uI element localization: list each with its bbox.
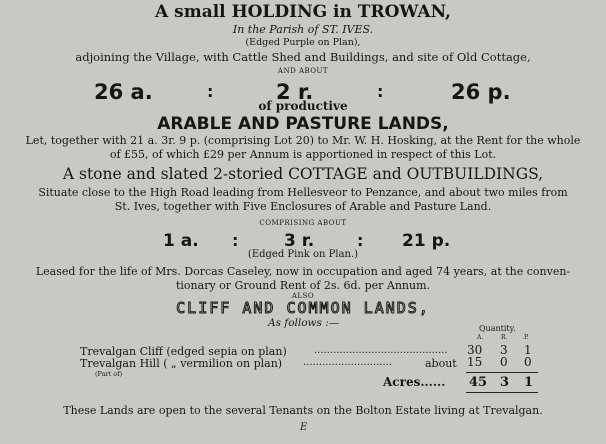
total-perches: 1 [524,375,534,390]
land-name: Trevalgan Cliff (edged sepia on plan) [80,345,287,358]
comprising-about-label: COMPRISING ABOUT [259,219,347,227]
parish-line: In the Parish of ST. IVES. [232,23,374,36]
situate-line-1: Situate close to the High Road leading from Hellesveor to Penzance, and about two miles from [38,186,568,199]
dot-leader: ............................ [303,357,393,368]
column-perches-header: P. [524,334,529,341]
quantity-header: Quantity. [479,324,516,333]
cliff-heading: CLIFF AND COMMON LANDS, [176,299,430,317]
let-line-2: of £55, of which £29 per Annum is apportioned in respect of this Lot. [109,148,497,161]
total-label: Acres...... [383,375,446,389]
holding-acres: 26 a. [94,80,153,104]
of-productive-label: of productive [258,99,348,113]
land-acres: 15 [467,355,483,369]
land-type-heading: ARABLE AND PASTURE LANDS, [157,114,449,134]
holding-roods: 2 r. [276,80,314,104]
land-acres: 30 [467,343,483,357]
land-roods: 3 [500,343,508,357]
cottage-title: A stone and slated 2-storied COTTAGE and OUTBUILDINGS, [62,165,544,183]
also-label: ALSO [291,292,315,300]
and-about-label: AND ABOUT [277,67,329,75]
area-separator: : [357,231,364,250]
total-rule-bottom [466,392,538,393]
total-roods: 3 [500,375,510,390]
land-name: Trevalgan Hill ( „ vermilion on plan) [80,357,283,370]
cottage-perches: 21 p. [402,231,451,251]
land-roods: 0 [500,355,508,369]
holding-plan-note: (Edged Purple on Plan), [245,37,361,48]
about-label: about [425,357,457,370]
land-perches: 1 [524,343,532,357]
total-acres: 45 [469,375,488,390]
column-roods-header: R. [501,334,508,341]
cottage-plan-note: (Edged Pink on Plan.) [247,249,359,260]
area-separator: : [377,82,384,101]
as-follows-label: As follows :— [268,317,340,329]
total-rule-top [466,372,538,373]
area-separator: : [232,231,239,250]
column-acres-header: A. [477,334,484,341]
holding-description: adjoining the Village, with Cattle Shed and Buildings, and site of Old Cottage, [75,50,531,64]
holding-title: A small HOLDING in TROWAN, [155,2,451,22]
holding-perches: 26 p. [451,80,511,104]
page-mark: E [300,422,308,433]
part-of-note: (Part of) [95,370,123,378]
let-line-1: Let, together with 21 a. 3r. 9 p. (comprising Lot 20) to Mr. W. H. Hosking, at the Rent for the whole [25,134,581,147]
cottage-roods: 3 r. [284,231,315,251]
cottage-acres: 1 a. [163,231,199,251]
situate-line-2: St. Ives, together with Five Enclosures of Arable and Pasture Land. [114,200,492,213]
dot-leader: .......................................... [314,345,448,356]
lease-line-1: Leased for the life of Mrs. Dorcas Caseley, now in occupation and aged 74 years, at the conven- [35,265,571,278]
footer-note: These Lands are open to the several Tenants on the Bolton Estate living at Trevalgan. [63,404,543,417]
area-separator: : [207,82,214,101]
lease-line-2: tionary or Ground Rent of 2s. 6d. per Annum. [175,279,430,292]
land-perches: 0 [524,355,532,369]
